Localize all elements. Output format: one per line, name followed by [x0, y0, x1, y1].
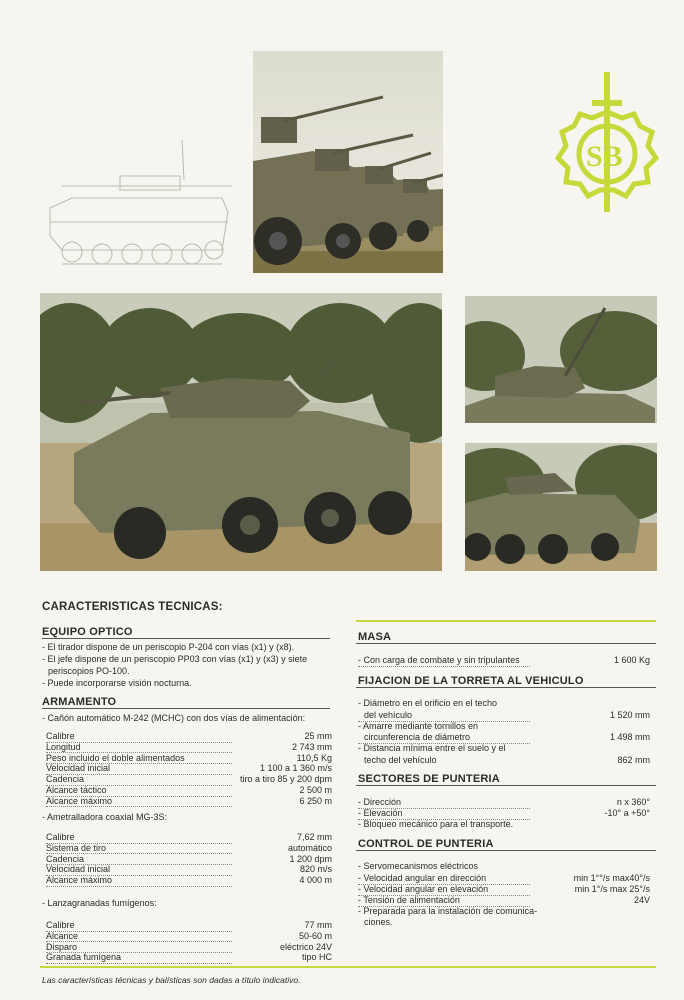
fijacion-row	[358, 710, 650, 722]
rule-green	[40, 966, 656, 968]
sectores-extra: - Bloqueo mecánico para el transporte.	[358, 819, 514, 829]
control-line: - Preparada para la instalación de comunica-	[358, 906, 538, 916]
sectores-row	[358, 808, 650, 820]
spec-value: n x 360°	[616, 797, 650, 807]
section-title-sectores: SECTORES DE PUNTERIA	[358, 773, 500, 785]
spec-row	[46, 796, 332, 808]
spec-label: circunferencia de diámetro	[358, 732, 530, 744]
spec-label: techo del vehículo	[364, 755, 437, 765]
spec-label: Alcance máximo	[46, 796, 232, 808]
rule	[356, 850, 656, 851]
fijacion-line: - Distancia mínima entre el suelo y el	[358, 743, 506, 753]
spec-label: - Elevación	[358, 808, 530, 820]
optico-line: - El jefe dispone de un periscopio PP03 con vías (x1) y (x3) y siete	[42, 654, 308, 664]
spec-label: Alcance máximo	[46, 875, 232, 887]
optico-line: periscopios PO-100.	[48, 666, 130, 676]
spec-row	[46, 843, 332, 855]
spec-value: 7,62 mm	[296, 832, 332, 842]
rule	[356, 643, 656, 644]
spec-value: 24V	[633, 895, 650, 905]
photo-main-vehicle	[40, 293, 442, 571]
page-title: CARACTERISTICAS TECNICAS:	[42, 601, 223, 613]
spec-row	[46, 942, 332, 954]
spec-value: 110,5 Kg	[296, 752, 332, 763]
spec-label: Peso incluido el doble alimentados	[46, 753, 232, 765]
photo-turret-closeup	[465, 296, 657, 423]
fijacion-row	[358, 755, 650, 766]
spec-value: 1 520 mm	[609, 710, 650, 720]
spec-value: 25 mm	[304, 731, 332, 741]
spec-label: Velocidad inicial	[46, 864, 232, 876]
control-row	[358, 873, 650, 885]
spec-label: - Velocidad angular en dirección	[358, 873, 530, 885]
spec-value: min 1°°/s max40°/s	[573, 873, 650, 883]
section-title-equipo-optico: EQUIPO OPTICO	[42, 626, 133, 638]
spec-value: 1 600 Kg	[613, 655, 650, 665]
rule	[356, 785, 656, 786]
spec-label: Cadencia	[46, 854, 232, 866]
spec-value: -10° a +50°	[604, 808, 650, 818]
rule	[42, 638, 330, 639]
spec-value: 2 743 mm	[291, 741, 332, 752]
spec-label: Alcance	[46, 931, 232, 943]
rule-green	[356, 620, 656, 622]
fijacion-line: - Amarre mediante tornillos en	[358, 721, 479, 731]
spec-value: 1 498 mm	[609, 732, 650, 742]
spec-label: Velocidad inicial	[46, 763, 232, 775]
spec-row	[46, 832, 332, 844]
spec-row	[46, 763, 332, 775]
spec-label: del vehículo	[358, 710, 530, 722]
footnote: Las características técnicas y balísticas son dadas a título indicativo.	[42, 975, 301, 985]
section-title-control: CONTROL DE PUNTERIA	[358, 838, 494, 850]
spec-label: - Dirección	[358, 797, 530, 809]
fijacion-line: - Diámetro en el orificio en el techo	[358, 698, 498, 708]
optico-line: - Puede incorporarse visión nocturna.	[42, 678, 192, 688]
spec-row	[46, 785, 332, 797]
spec-value: 50-60 m	[298, 930, 332, 941]
spec-label: Granada fumígena	[46, 952, 232, 964]
spec-row	[46, 931, 332, 943]
spec-label: Sistema de tiro	[46, 843, 232, 855]
spec-row	[46, 731, 332, 743]
spec-row	[46, 854, 332, 866]
spec-label: Disparo	[46, 942, 232, 954]
spec-label: - Con carga de combate y sin tripulantes	[358, 655, 530, 667]
spec-value: tiro a tiro 85 y 200 dpm	[239, 774, 332, 785]
spec-label: Alcance táctico	[46, 785, 232, 797]
spec-value: eléctrico 24V	[279, 941, 332, 952]
sectores-row	[358, 797, 650, 809]
spec-label: Longitud	[46, 742, 232, 754]
photo-vehicle-convoy	[253, 51, 443, 273]
spec-label: Cadencia	[46, 774, 232, 786]
rule	[356, 687, 656, 688]
mg-intro: - Ametralladora coaxial MG-3S:	[42, 812, 168, 822]
spec-row	[46, 753, 332, 765]
company-logo	[552, 70, 662, 220]
logo-letters: SB	[586, 140, 623, 173]
spec-label: - Velocidad angular en elevación	[358, 884, 530, 896]
spec-value: 862 mm	[617, 755, 650, 765]
masa-row	[358, 655, 650, 667]
spec-value: automático	[287, 842, 332, 853]
control-row	[358, 895, 650, 907]
spec-label: Calibre	[46, 920, 232, 932]
spec-label: Calibre	[46, 731, 232, 743]
optico-line: - El tirador dispone de un periscopio P-204 con vías (x1) y (x8).	[42, 642, 295, 652]
spec-label: Calibre	[46, 832, 232, 844]
spec-value: 1 200 dpm	[289, 853, 332, 864]
control-line: ciones.	[364, 917, 393, 927]
spec-value: 820 m/s	[299, 864, 332, 875]
spec-row	[46, 952, 332, 964]
control-row	[358, 884, 650, 896]
spec-row	[46, 920, 332, 932]
fijacion-row	[358, 732, 650, 744]
photo-vehicle-side	[465, 443, 657, 571]
spec-row	[46, 774, 332, 786]
canon-intro: - Cañón automático M-242 (MCHC) con dos vías de alimentación:	[42, 713, 306, 723]
spec-value: tipo HC	[301, 952, 332, 963]
spec-value: 6 250 m	[299, 795, 332, 806]
spec-label: - Tensión de alimentación	[358, 895, 530, 907]
spec-value: 2 500 m	[299, 785, 332, 795]
rule	[42, 708, 330, 709]
vehicle-line-drawing	[42, 140, 232, 270]
spec-value: min 1°/s max 25°/s	[574, 884, 650, 894]
control-line: - Servomecanismos eléctricos	[358, 861, 479, 871]
spec-value: 1 100 a 1 360 m/s	[259, 763, 332, 774]
spec-row	[46, 875, 332, 887]
spec-value: 4 000 m	[299, 875, 332, 886]
section-title-masa: MASA	[358, 631, 392, 643]
lanza-intro: - Lanzagranadas fumígenos:	[42, 898, 157, 908]
section-title-armamento: ARMAMENTO	[42, 696, 117, 708]
spec-row	[46, 864, 332, 876]
section-title-fijacion: FIJACION DE LA TORRETA AL VEHICULO	[358, 675, 584, 687]
spec-row	[46, 742, 332, 754]
spec-value: 77 mm	[304, 920, 332, 930]
